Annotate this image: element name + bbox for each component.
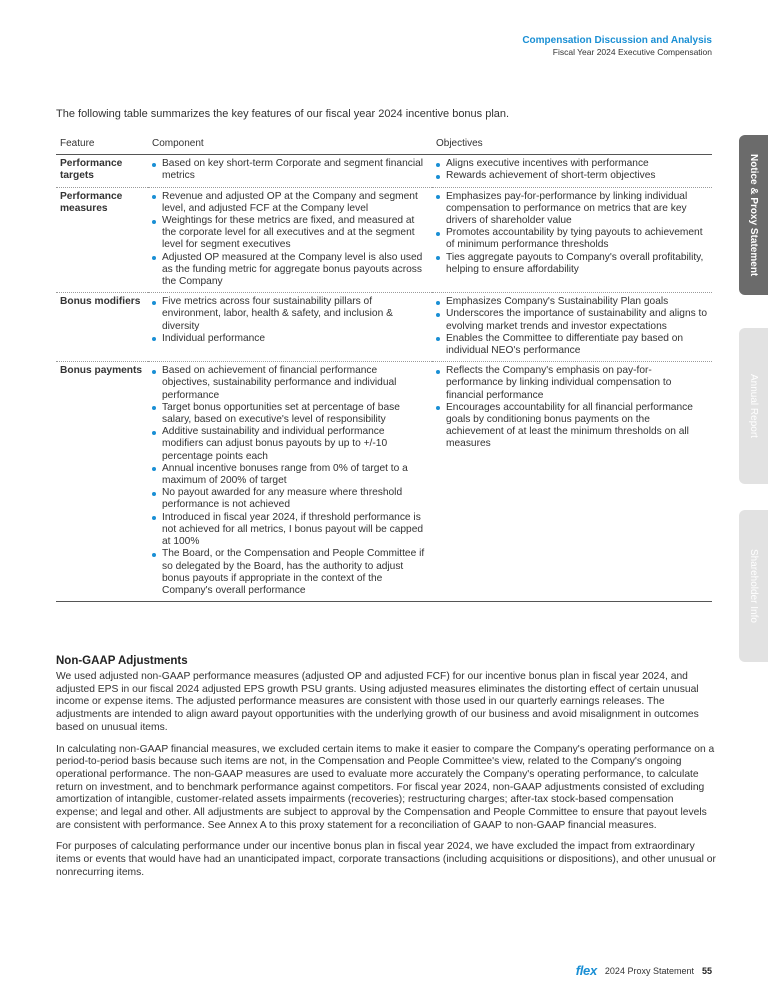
paragraph: For purposes of calculating performance under our incentive bonus plan in fiscal year 2024, we have excluded the impact from extraordinary items or events that would have had an unanticipated impact, corporate transactions (including acquisitions or dispositions), and other unusual or nonrecurring items. <box>56 841 716 878</box>
table-row <box>56 155 712 187</box>
list-item: Reflects the Company's emphasis on pay-for-performance by linking individual compensation to financial performance <box>436 365 708 402</box>
tab-label: Notice & Proxy Statement <box>748 153 759 277</box>
section-heading: Non-GAAP Adjustments <box>56 655 188 667</box>
list-item: Introduced in fiscal year 2024, if threshold performance is not achieved for all metrics, I bonus payout will be capped at 100% <box>152 512 428 549</box>
objectives-cell <box>432 155 712 187</box>
header-component: Component <box>148 135 432 155</box>
feature-cell: Performance targets <box>56 155 148 187</box>
list-item: Based on key short-term Corporate and segment financial metrics <box>152 158 428 182</box>
list-item: Individual performance <box>152 333 428 345</box>
list-item: Encourages accountability for all financial performance goals by conditioning bonus payments on the achievement of at least the minimum thresholds on all measures <box>436 402 708 451</box>
table-row <box>56 362 712 602</box>
table-row <box>56 187 712 293</box>
table-row <box>56 293 712 362</box>
page-header <box>522 34 712 58</box>
intro-text: The following table summarizes the key features of our fiscal year 2024 incentive bonus plan. <box>56 108 510 120</box>
objectives-cell <box>432 187 712 293</box>
list-item: Target bonus opportunities set at percentage of base salary, based on executive's level of responsibility <box>152 402 428 426</box>
component-cell <box>148 155 432 187</box>
component-cell <box>148 293 432 362</box>
paragraph: In calculating non-GAAP financial measures, we excluded certain items to make it easier to compare the Company's operating performance on a period-to-period basis because such items are not, in the Compensation and People Committee's view, related to the Company's ongoing operational performance. The non-GAAP measures are used to evaluate more accurately the Company's operating performance, to calculate return on investment, and to benchmark performance against competitors. For fiscal year 2024, non-GAAP adjustments consisted of excluding amortization of intangible, customer-related assets impairments (recoveries); restructuring charges; after-tax stock-based compensation expense; and legal and other. All adjustments are subject to approval by the Compensation and People Committee to ensure that payout levels are consistent with performance. See Annex A to this proxy statement for a reconciliation of GAAP to non-GAAP financial measures. <box>56 743 715 831</box>
list-item: Enables the Committee to differentiate pay based on individual NEO's performance <box>436 333 708 357</box>
list-item: Adjusted OP measured at the Company level is also used as the funding metric for aggregate bonus payouts across the Company <box>152 252 428 289</box>
flex-logo: flex <box>575 963 597 978</box>
table-header-row <box>56 135 712 155</box>
component-cell <box>148 362 432 602</box>
list-item: Five metrics across four sustainability pillars of environment, labor, health & safety, and inclusion & diversity <box>152 296 428 333</box>
paragraph: We used adjusted non-GAAP performance measures (adjusted OP and adjusted FCF) for our incentive bonus plan in fiscal year 2024, and adjusted EPS in our fiscal 2024 adjusted EPS growth PSU grants. Using adjusted measures eliminates the distorting effect of certain unusual income or expense items. The adjusted performance measures are consistent with those used in our quarterly earnings releases. The adjustments are intended to align award payout opportunities with the underlying growth of our business and avoid misalignment in outcomes based on unusual items. <box>56 671 699 733</box>
component-cell <box>148 187 432 293</box>
list-item: Revenue and adjusted OP at the Company and segment level, and adjusted FCF at the Company level <box>152 191 428 215</box>
list-item: Aligns executive incentives with performance <box>436 158 708 170</box>
incentive-bonus-table <box>56 135 712 602</box>
page-number: 55 <box>701 965 712 976</box>
objectives-cell <box>432 362 712 602</box>
feature-cell: Performance measures <box>56 187 148 293</box>
header-feature: Feature <box>56 135 148 155</box>
list-item: Rewards achievement of short-term objectives <box>436 170 708 182</box>
tab-notice-proxy-statement[interactable] <box>739 135 768 295</box>
list-item: Emphasizes pay-for-performance by linking individual compensation to performance on metrics that are key drivers of shareholder value <box>436 191 708 228</box>
objectives-cell <box>432 293 712 362</box>
feature-cell: Bonus modifiers <box>56 293 148 362</box>
tab-label: Shareholder Info <box>748 549 759 623</box>
feature-cell: Bonus payments <box>56 362 148 602</box>
list-item: Additive sustainability and individual performance modifiers can adjust bonus payouts by up to +/-10 percentage points each <box>152 426 428 463</box>
tab-shareholder-info[interactable] <box>739 510 768 662</box>
section-title: Compensation Discussion and Analysis <box>522 35 712 46</box>
non-gaap-section <box>56 655 716 889</box>
list-item: Promotes accountability by tying payouts to achievement of minimum performance thresholds <box>436 227 708 251</box>
list-item: No payout awarded for any measure where threshold performance is not achieved <box>152 487 428 511</box>
list-item: Ties aggregate payouts to Company's overall profitability, helping to ensure affordability <box>436 252 708 276</box>
header-objectives: Objectives <box>432 135 712 155</box>
section-subtitle: Fiscal Year 2024 Executive Compensation <box>552 47 712 57</box>
list-item: Emphasizes Company's Sustainability Plan goals <box>436 296 708 308</box>
page-footer <box>576 963 712 978</box>
footer-label: 2024 Proxy Statement <box>604 965 694 976</box>
list-item: The Board, or the Compensation and People Committee if so delegated by the Board, has the authority to adjust bonus payouts if appropriate in the context of the Company's overall performance <box>152 548 428 597</box>
list-item: Based on achievement of financial performance objectives, sustainability performance and individual performance <box>152 365 428 402</box>
tab-label: Annual Report <box>748 374 759 438</box>
list-item: Annual incentive bonuses range from 0% of target to a maximum of 200% of target <box>152 463 428 487</box>
list-item: Weightings for these metrics are fixed, and measured at the corporate level for all executives and at the segment level for segment executives <box>152 215 428 252</box>
list-item: Underscores the importance of sustainability and aligns to evolving market trends and investor expectations <box>436 308 708 332</box>
tab-annual-report[interactable] <box>739 328 768 484</box>
